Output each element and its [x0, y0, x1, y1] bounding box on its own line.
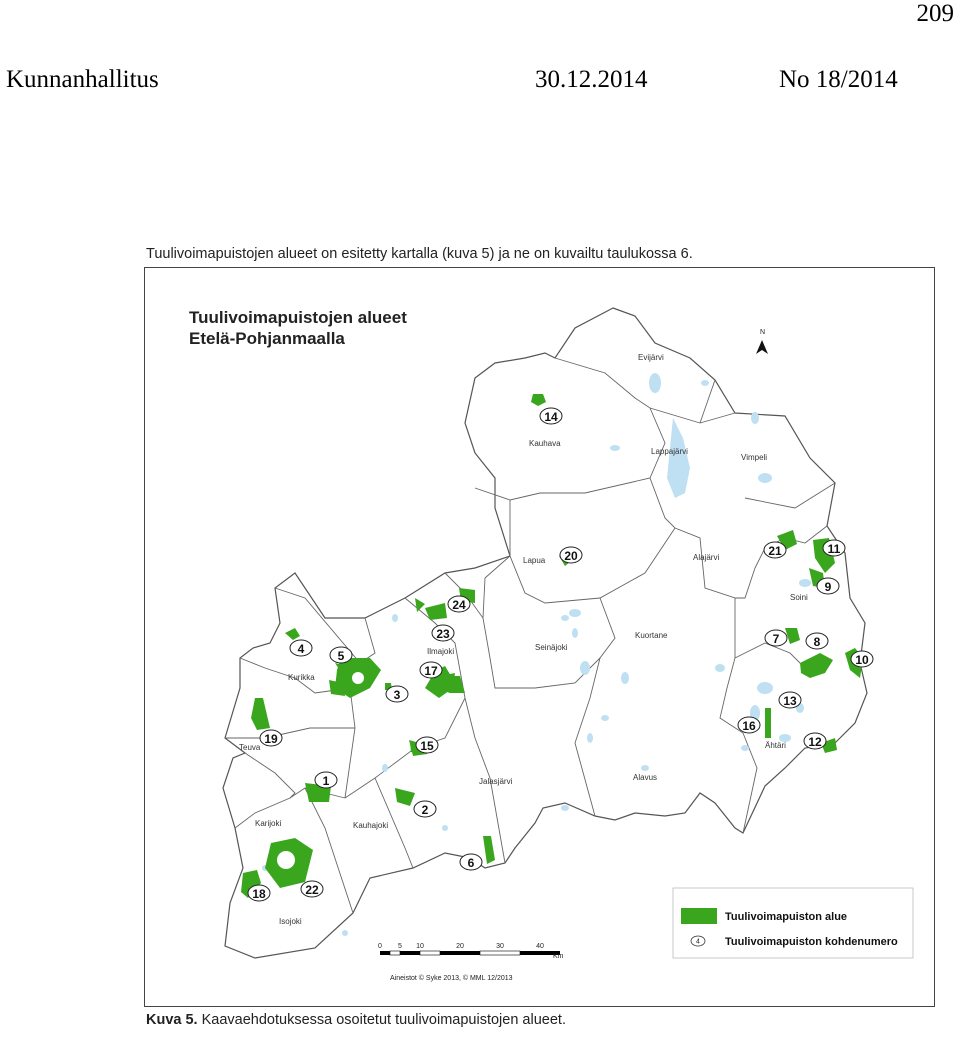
caption-label: Kuva 5. — [146, 1012, 198, 1028]
site-number-label: 22 — [305, 883, 319, 897]
site-marker-2 — [414, 801, 436, 817]
site-number-label: 19 — [264, 732, 278, 746]
site-marker-9 — [817, 578, 839, 594]
site-number-label: 10 — [855, 653, 869, 667]
site-marker-20 — [560, 547, 582, 563]
muni-soini: Soini — [790, 593, 808, 602]
site-marker-14 — [540, 408, 562, 424]
site-marker-18 — [248, 885, 270, 901]
legend-number-label: Tuulivoimapuiston kohdenumero — [725, 936, 898, 948]
site-marker-17 — [420, 662, 442, 678]
site-number-label: 21 — [768, 544, 782, 558]
site-marker-21 — [764, 542, 786, 558]
site-number-label: 23 — [436, 627, 450, 641]
site-number-label: 8 — [813, 635, 821, 649]
muni-vimpeli: Vimpeli — [741, 453, 768, 462]
legend-area-label: Tuulivoimapuiston alue — [725, 911, 848, 923]
north-label: N — [760, 329, 766, 336]
muni-karijoki: Karijoki — [255, 819, 282, 828]
scale-unit: Km — [553, 953, 564, 960]
site-number-label: 2 — [421, 803, 429, 817]
site-number-label: 17 — [424, 664, 438, 678]
site-number-label: 18 — [252, 887, 266, 901]
scale-tick-label: 30 — [496, 943, 504, 950]
map-title-line1: Tuulivoimapuistojen alueet — [189, 308, 407, 327]
muni-lappajarvi: Lappajärvi — [651, 447, 688, 456]
site-number-label: 13 — [783, 694, 797, 708]
site-marker-7 — [765, 630, 787, 646]
site-marker-19 — [260, 730, 282, 746]
caption-text: Kaavaehdotuksessa osoitetut tuulivoimapuistojen alueet. — [197, 1012, 566, 1028]
figure-caption — [146, 1012, 566, 1028]
header-date: 30.12.2014 — [535, 66, 648, 93]
muni-seinajoki: Seinäjoki — [535, 643, 568, 652]
site-number-label: 6 — [467, 856, 475, 870]
muni-alavus: Alavus — [633, 773, 658, 782]
muni-isojoki: Isojoki — [279, 917, 302, 926]
muni-kuortane: Kuortane — [635, 631, 668, 640]
site-marker-12 — [804, 733, 826, 749]
site-marker-1 — [315, 772, 337, 788]
site-number-label: 14 — [544, 410, 558, 424]
muni-teuva: Teuva — [239, 743, 261, 752]
muni-evijarvi: Evijärvi — [638, 353, 664, 362]
muni-alajarvi: Alajärvi — [693, 553, 720, 562]
site-number-label: 4 — [297, 642, 305, 656]
site-marker-8 — [806, 633, 828, 649]
scale-tick-label: 0 — [378, 943, 382, 950]
site-number-label: 1 — [322, 774, 330, 788]
site-marker-4 — [290, 640, 312, 656]
site-marker-5 — [330, 647, 352, 663]
map-title-line2: Etelä-Pohjanmaalla — [189, 329, 345, 348]
site-number-label: 3 — [393, 688, 401, 702]
site-number-label: 15 — [420, 739, 434, 753]
legend-number-sample: 4 — [696, 938, 700, 946]
intro-text: Tuulivoimapuistojen alueet on esitetty kartalla (kuva 5) ja ne on kuvailtu taulukossa 6. — [146, 246, 693, 262]
site-number-label: 24 — [452, 598, 466, 612]
header-document-number: No 18/2014 — [779, 66, 898, 93]
site-number-label: 20 — [564, 549, 578, 563]
site-marker-24 — [448, 596, 470, 612]
muni-kauhajoki: Kauhajoki — [353, 821, 389, 830]
site-number-label: 11 — [827, 542, 841, 556]
site-marker-15 — [416, 737, 438, 753]
site-number-label: 12 — [808, 735, 822, 749]
legend-area-swatch — [681, 908, 717, 924]
map-sources: Aineistot © Syke 2013, © MML 12/2013 — [390, 975, 513, 982]
map-frame — [144, 267, 935, 1007]
muni-jalasjarvi: Jalasjärvi — [479, 777, 513, 786]
page-number: 209 — [916, 0, 954, 27]
site-marker-6 — [460, 854, 482, 870]
scale-bar — [380, 951, 560, 955]
map-svg — [145, 268, 936, 1008]
site-marker-13 — [779, 692, 801, 708]
muni-kauhava: Kauhava — [529, 439, 561, 448]
site-marker-10 — [851, 651, 873, 667]
site-marker-16 — [738, 717, 760, 733]
muni-lapua: Lapua — [523, 556, 546, 565]
site-number-label: 5 — [337, 649, 345, 663]
site-number-label: 9 — [824, 580, 832, 594]
muni-ahtari: Ähtäri — [765, 741, 786, 750]
scale-tick-label: 10 — [416, 943, 424, 950]
map-shape-hole — [277, 851, 295, 869]
site-number-label: 7 — [772, 632, 780, 646]
site-marker-3 — [386, 686, 408, 702]
scale-tick-label: 20 — [456, 943, 464, 950]
site-marker-22 — [301, 881, 323, 897]
muni-kurikka: Kurikka — [288, 673, 315, 682]
scale-tick-label: 5 — [398, 943, 402, 950]
muni-ilmajoki: Ilmajoki — [427, 647, 455, 656]
north-arrow-icon — [756, 340, 768, 354]
map-shape-hole — [352, 672, 364, 684]
scale-tick-label: 40 — [536, 943, 544, 950]
site-number-label: 16 — [742, 719, 756, 733]
site-marker-23 — [432, 625, 454, 641]
header-organization: Kunnanhallitus — [6, 66, 159, 93]
site-marker-11 — [823, 540, 845, 556]
